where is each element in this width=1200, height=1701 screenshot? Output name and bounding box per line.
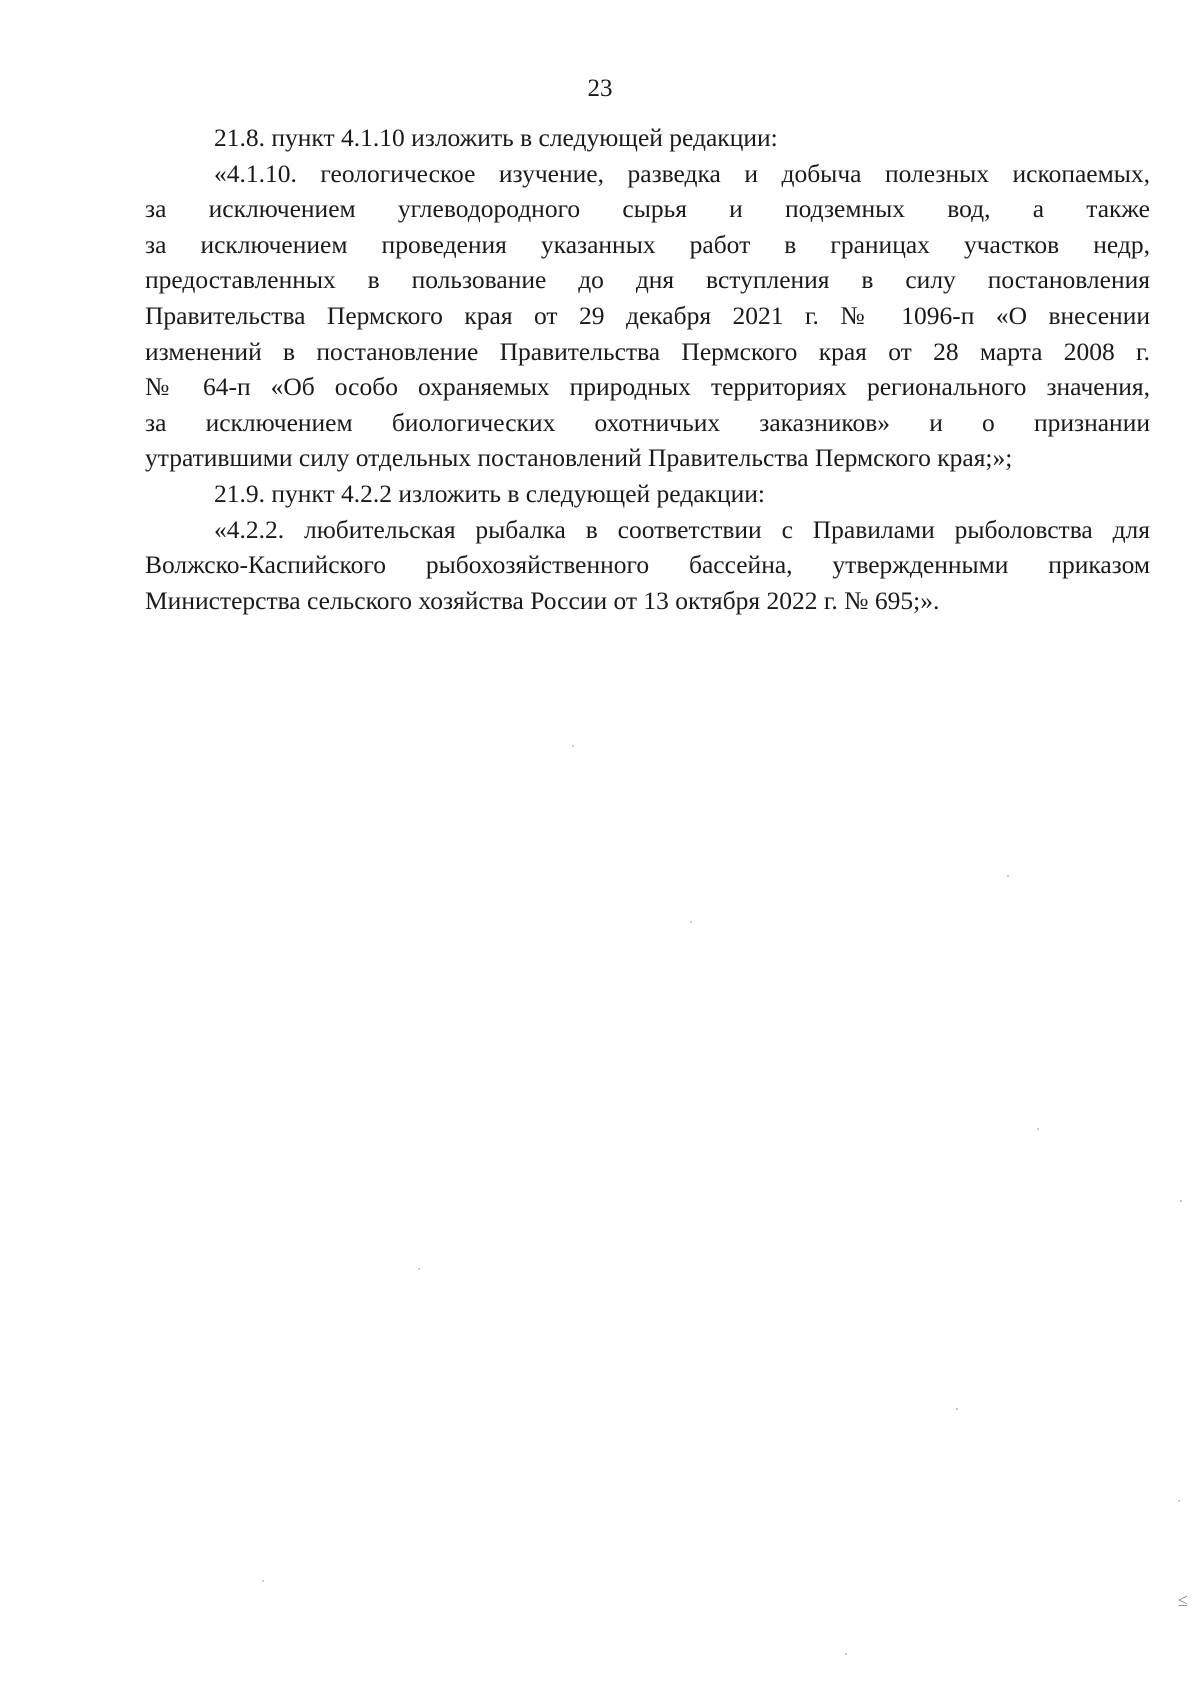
clause-4-2-2-line-2: Волжско-Каспийского рыбохозяйственного бассейна, утвержденными приказом	[145, 550, 1150, 580]
clause-4-1-10-line-2: за исключением углеводородного сырья и подземных вод, а также	[145, 194, 1150, 224]
clause-4-1-10-line-1: «4.1.10. геологическое изучение, разведка и добыча полезных ископаемых,	[214, 158, 1150, 188]
scan-speck	[690, 921, 692, 923]
edge-mark: ≤	[1178, 1590, 1188, 1610]
clause-4-2-2-line-1: «4.2.2. любительская рыбалка в соответствии с Правилами рыболовства для	[214, 514, 1150, 544]
document-body	[145, 120, 1150, 618]
scan-speck	[1180, 1200, 1182, 1202]
scan-speck	[845, 1653, 847, 1655]
clause-4-1-10-line-3: за исключением проведения указанных работ в границах участков недр,	[145, 229, 1150, 259]
clause-21-8-heading: 21.8. пункт 4.1.10 изложить в следующей редакции:	[214, 123, 778, 152]
clause-4-1-10-line-5: Правительства Пермского края от 29 декабря 2021 г. № 1096-п «О внесении	[145, 300, 1150, 330]
page-number: 23	[587, 75, 613, 102]
scan-speck	[418, 1268, 420, 1270]
clause-4-1-10-line-9: утратившими силу отдельных постановлений Правительства Пермского края;»;	[145, 443, 1013, 473]
scan-speck	[956, 1408, 958, 1410]
clause-21-9-heading: 21.9. пункт 4.2.2 изложить в следующей редакции:	[214, 478, 765, 508]
scan-speck	[262, 1580, 264, 1582]
clause-4-2-2-line-3: Министерства сельского хозяйства России от 13 октября 2022 г. № 695;».	[145, 585, 940, 615]
scan-speck	[1007, 875, 1009, 877]
scan-speck	[1178, 1500, 1180, 1502]
clause-4-1-10-line-6: изменений в постановление Правительства Пермского края от 28 марта 2008 г.	[145, 336, 1150, 366]
clause-4-1-10-line-8: за исключением биологических охотничьих заказников» и о признании	[145, 407, 1150, 437]
clause-4-1-10-line-7: № 64-п «Об особо охраняемых природных территориях регионального значения,	[145, 372, 1150, 402]
scan-speck	[1037, 1128, 1039, 1130]
clause-4-1-10-line-4: предоставленных в пользование до дня вступления в силу постановления	[145, 265, 1150, 295]
scan-speck	[572, 745, 574, 747]
